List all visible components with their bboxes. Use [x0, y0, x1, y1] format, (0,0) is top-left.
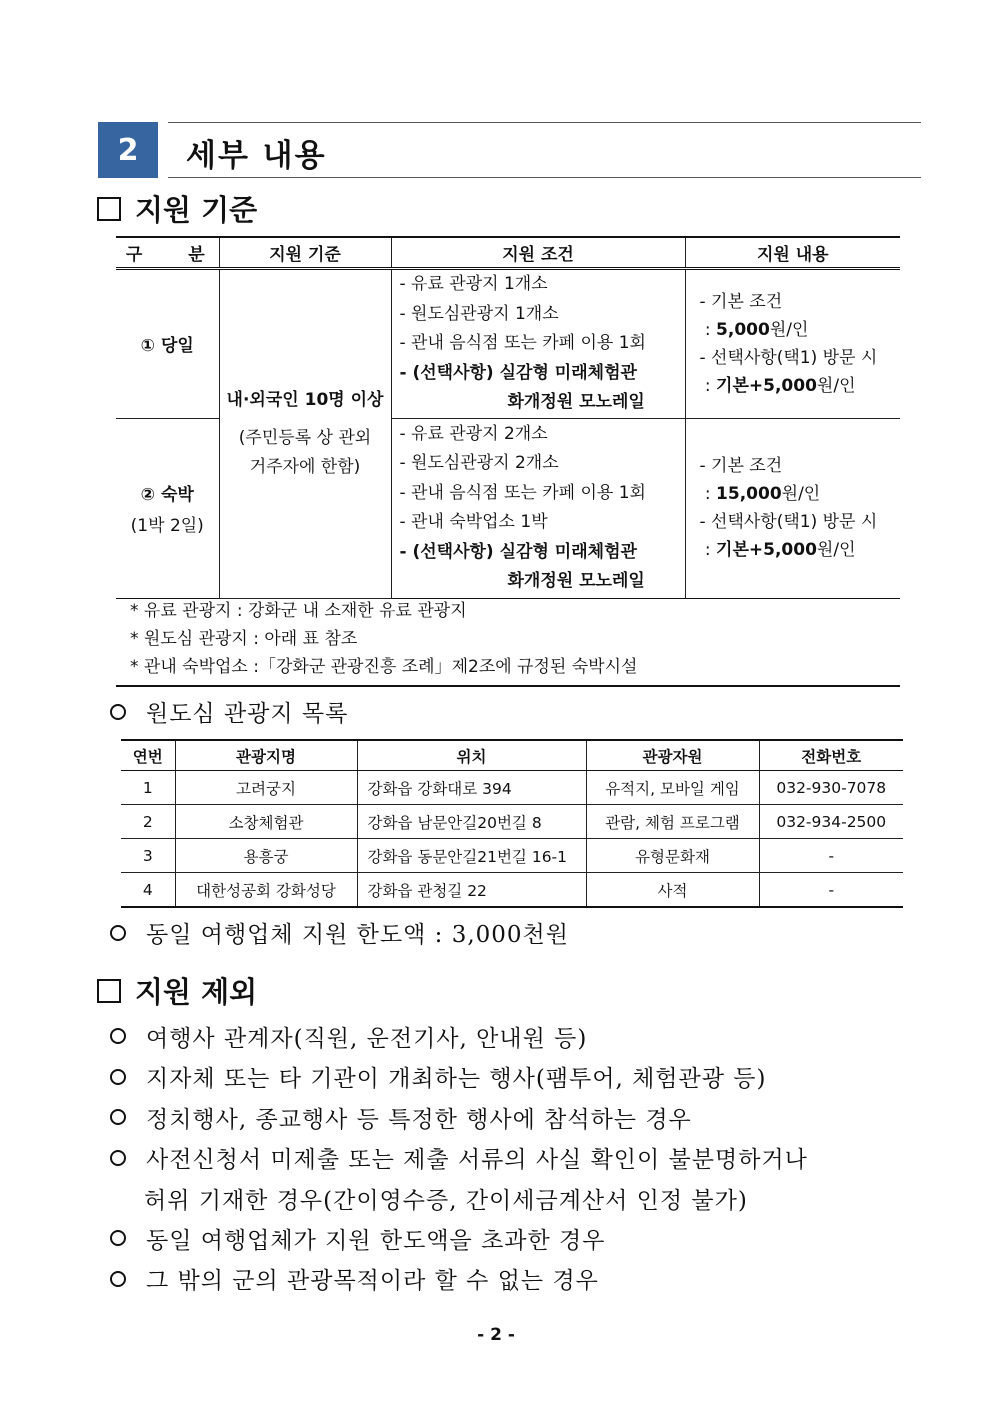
- cell-resource: 유형문화재: [586, 839, 759, 873]
- condition-item: - 유료 관광지 1개소: [399, 274, 548, 294]
- amount-unit: 원/인: [769, 319, 809, 340]
- category-label: ② 숙박: [140, 485, 194, 505]
- cell-location: 강화읍 관청길 22: [357, 873, 586, 908]
- note-item: * 관내 숙박업소 :「강화군 관광진흥 조례」제2조에 규정된 숙박시설: [130, 657, 638, 677]
- amount-basic-value: : 15,000원/인: [699, 484, 821, 504]
- condition-item: - 관내 음식점 또는 카페 이용 1회: [399, 333, 646, 353]
- criterion-main: 내·외국인 10명 이상: [226, 390, 384, 411]
- criteria-table: [116, 236, 900, 599]
- table-row: [121, 771, 903, 805]
- cell-name: 대한성공회 강화성당: [175, 873, 357, 908]
- cell-phone: 032-934-2500: [759, 805, 903, 839]
- category-overnight: [116, 418, 219, 598]
- header-conditions: 지원 조건: [391, 237, 685, 269]
- downtown-table-header: [121, 740, 903, 771]
- category-day-trip: [116, 269, 219, 419]
- section-title: 세부 내용: [186, 138, 327, 174]
- list-item-continuation: 허위 기재한 경우(간이영수증, 간이세금계산서 인정 불가): [144, 1187, 748, 1214]
- circle-bullet-icon: [110, 925, 126, 941]
- condition-item: - 관내 숙박업소 1박: [399, 512, 548, 532]
- downtown-list-title-text: 원도심 관광지 목록: [146, 701, 349, 727]
- condition-option-cont: 화개정원 모노레일: [507, 571, 645, 591]
- condition-item: - 관내 음식점 또는 카페 이용 1회: [399, 482, 646, 503]
- amount-option-label: - 선택사항(택1) 방문 시: [699, 347, 878, 368]
- conditions-day-trip: [391, 269, 685, 419]
- criterion-sub-1: (주민등록 상 관외: [238, 428, 372, 449]
- header-phone: 전화번호: [759, 740, 903, 771]
- header-no: 연번: [121, 740, 175, 771]
- amount-basic-value: : 5,000원/인: [699, 319, 809, 340]
- amount-unit: 원/인: [781, 484, 821, 504]
- condition-option-cont: 화개정원 모노레일: [507, 392, 645, 412]
- table-row: [121, 805, 903, 839]
- amount-option-number: 기본+5,000: [716, 375, 817, 396]
- condition-item: - 유료 관광지 2개소: [399, 423, 548, 444]
- note-item: * 유료 관광지 : 강화군 내 소재한 유료 관광지: [130, 601, 467, 621]
- cell-phone: 032-930-7078: [759, 771, 903, 805]
- amount-option-value: : 기본+5,000원/인: [699, 375, 856, 396]
- amount-basic-label: - 기본 조건: [699, 456, 783, 476]
- list-item: [110, 1259, 808, 1300]
- note-item: * 원도심 관광지 : 아래 표 참조: [130, 629, 358, 649]
- cell-resource: 사적: [586, 873, 759, 908]
- circle-bullet-icon: [110, 1271, 126, 1287]
- list-item-text: 사전신청서 미제출 또는 제출 서류의 사실 확인이 불분명하거나: [146, 1147, 808, 1174]
- table-row: [121, 839, 903, 873]
- cell-phone: -: [759, 873, 903, 908]
- list-item: [110, 1138, 808, 1179]
- table-row: [121, 873, 903, 908]
- list-item-text: 동일 여행업체가 지원 한도액을 초과한 경우: [146, 1227, 606, 1254]
- downtown-list-title: [110, 695, 348, 728]
- cell-phone: -: [759, 839, 903, 873]
- condition-item: - 원도심관광지 2개소: [399, 453, 559, 473]
- downtown-table: [121, 739, 903, 908]
- cell-no: 1: [121, 771, 175, 805]
- list-item: [110, 1057, 808, 1098]
- category-label: ① 당일: [140, 336, 194, 357]
- cell-resource: 관람, 체험 프로그램: [586, 805, 759, 839]
- header-location: 위치: [357, 740, 586, 771]
- exclusions-list: [110, 1016, 808, 1299]
- criterion-sub-2: 거주자에 한함): [249, 457, 361, 478]
- amount-basic-number: 5,000: [716, 319, 770, 340]
- square-bullet-icon: [97, 197, 121, 221]
- amount-basic-number: 15,000: [716, 484, 782, 504]
- cell-no: 4: [121, 873, 175, 908]
- section-rule-bottom: [168, 177, 921, 178]
- cell-location: 강화읍 동문안길21번길 16-1: [357, 839, 586, 873]
- condition-option: - (선택사항) 실감형 미래체험관: [399, 362, 637, 383]
- list-item: [110, 1218, 808, 1259]
- list-item-text: 여행사 관계자(직원, 운전기사, 안내원 등): [146, 1025, 588, 1052]
- section-rule-top: [168, 122, 921, 123]
- criteria-table-header: [116, 237, 900, 269]
- condition-option: - (선택사항) 실감형 미래체험관: [399, 541, 637, 562]
- header-resource: 관광자원: [586, 740, 759, 771]
- amount-basic-label: - 기본 조건: [699, 291, 783, 312]
- amount-day-trip: [685, 269, 900, 419]
- amount-option-value: : 기본+5,000원/인: [699, 540, 856, 560]
- amount-option-number: 기본+5,000: [716, 540, 817, 560]
- header-amount: 지원 내용: [685, 237, 900, 269]
- condition-item: - 원도심관광지 1개소: [399, 303, 559, 324]
- circle-bullet-icon: [110, 1230, 126, 1246]
- section-header: [98, 122, 921, 178]
- amount-overnight: [685, 418, 900, 598]
- cell-no: 2: [121, 805, 175, 839]
- exclusions-heading-text: 지원 제외: [135, 975, 258, 1009]
- circle-bullet-icon: [110, 1150, 126, 1166]
- header-criterion: 지원 기준: [219, 237, 391, 269]
- criterion-cell: [219, 269, 391, 599]
- support-criteria-heading: [97, 188, 257, 229]
- list-item-text: 정치행사, 종교행사 등 특정한 행사에 참석하는 경우: [146, 1106, 692, 1133]
- amount-unit: 원/인: [816, 375, 856, 396]
- section-number: 2: [98, 122, 158, 178]
- support-criteria-heading-text: 지원 기준: [135, 193, 258, 227]
- cell-no: 3: [121, 839, 175, 873]
- circle-bullet-icon: [110, 1069, 126, 1085]
- circle-bullet-icon: [110, 1028, 126, 1044]
- exclusions-heading: [97, 970, 257, 1011]
- table-row-day-trip: [116, 269, 900, 419]
- cell-name: 소창체험관: [175, 805, 357, 839]
- table-notes: [116, 597, 900, 687]
- conditions-overnight: [391, 418, 685, 598]
- cell-location: 강화읍 남문안길20번길 8: [357, 805, 586, 839]
- cell-name: 용흥궁: [175, 839, 357, 873]
- circle-bullet-icon: [110, 1109, 126, 1125]
- amount-unit: 원/인: [816, 540, 856, 560]
- page-number: - 2 -: [477, 1325, 515, 1345]
- header-name: 관광지명: [175, 740, 357, 771]
- limit-line: [110, 916, 569, 949]
- square-bullet-icon: [97, 979, 121, 1003]
- category-sub-label: (1박 2일): [130, 516, 204, 536]
- circle-bullet-icon: [110, 704, 126, 720]
- cell-location: 강화읍 강화대로 394: [357, 771, 586, 805]
- list-item-text: 그 밖의 군의 관광목적이라 할 수 없는 경우: [146, 1268, 599, 1295]
- list-item-text: 지자체 또는 타 기관이 개최하는 행사(팸투어, 체험관광 등): [146, 1066, 767, 1093]
- limit-text: 동일 여행업체 지원 한도액 : 3,000천원: [146, 922, 569, 948]
- amount-option-label: - 선택사항(택1) 방문 시: [699, 512, 878, 532]
- header-category: 구 분: [116, 237, 219, 269]
- cell-resource: 유적지, 모바일 게임: [586, 771, 759, 805]
- cell-name: 고려궁지: [175, 771, 357, 805]
- list-item: [110, 1097, 808, 1138]
- list-item: [110, 1016, 808, 1057]
